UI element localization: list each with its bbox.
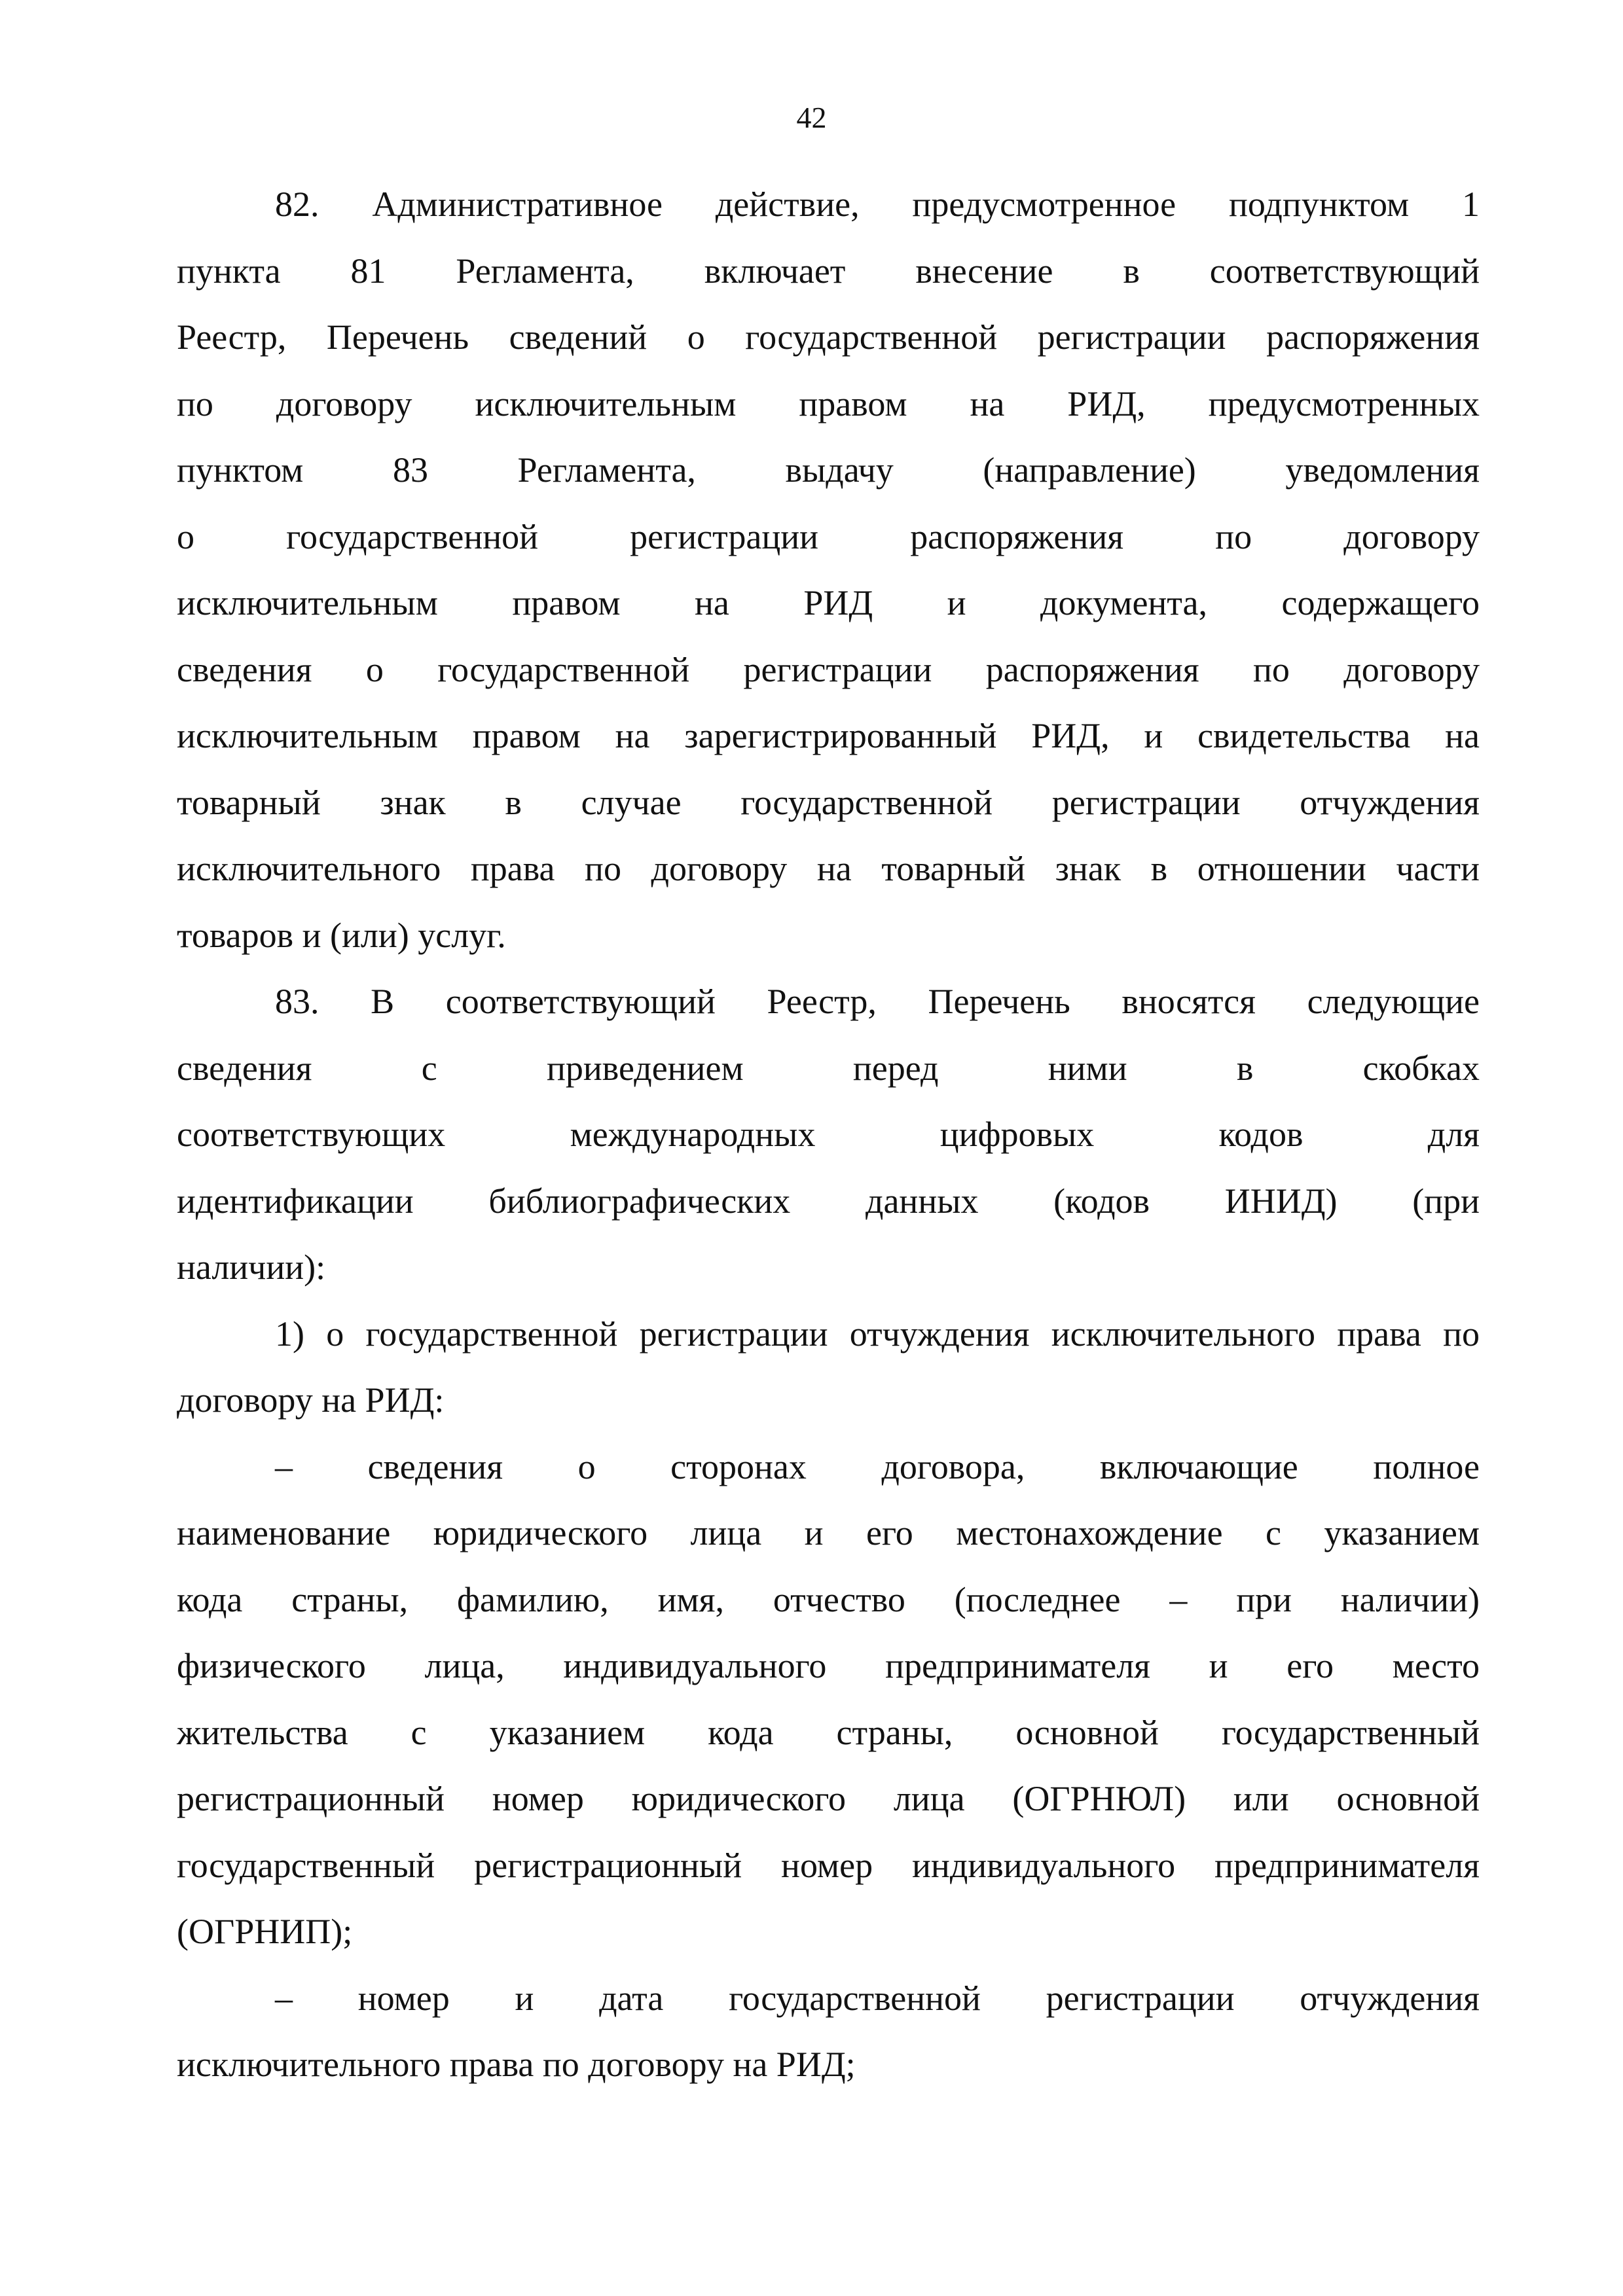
paragraph-82 — [177, 171, 1480, 969]
text-line: исключительным правом на РИД и документа, содержащего — [177, 583, 1480, 622]
text-line: наличии): — [177, 1247, 326, 1287]
paragraph-83-item-1 — [177, 1301, 1480, 1434]
text-line: исключительного права по договору на РИД; — [177, 2045, 856, 2084]
paragraph-83-item-1-dash-1 — [177, 1434, 1480, 1965]
text-line: пунктом 83 Регламента, выдачу (направление) уведомления — [177, 450, 1480, 490]
text-line: товарный знак в случае государственной регистрации отчуждения — [177, 782, 1480, 822]
text-line: Реестр, Перечень сведений о государственной регистрации распоряжения — [177, 317, 1480, 357]
document-body — [177, 171, 1480, 2098]
text-line: идентификации библиографических данных (кодов ИНИД) (при — [177, 1181, 1480, 1221]
text-line: пункта 81 Регламента, включает внесение в соответствующий — [177, 251, 1480, 291]
text-line: договору на РИД: — [177, 1380, 445, 1420]
text-line: исключительным правом на зарегистрированный РИД, и свидетельства на — [177, 716, 1480, 755]
text-line: физического лица, индивидуального предпринимателя и его место — [177, 1646, 1480, 1685]
text-line: (ОГРНИП); — [177, 1912, 353, 1951]
text-line: сведения о государственной регистрации распоряжения по договору — [177, 649, 1480, 689]
text-line: исключительного права по договору на товарный знак в отношении части — [177, 849, 1480, 888]
text-line: сведения с приведением перед ними в скобках — [177, 1048, 1480, 1088]
paragraph-83 — [177, 969, 1480, 1301]
text-line: государственный регистрационный номер индивидуального предпринимателя — [177, 1845, 1480, 1885]
text-line: кода страны, фамилию, имя, отчество (последнее – при наличии) — [177, 1579, 1480, 1619]
text-line: регистрационный номер юридического лица (ОГРНЮЛ) или основной — [177, 1779, 1480, 1818]
text-line: по договору исключительным правом на РИД, предусмотренных — [177, 384, 1480, 423]
text-line: жительства с указанием кода страны, основной государственный — [177, 1712, 1480, 1752]
text-line: 83. В соответствующий Реестр, Перечень вносятся следующие — [275, 982, 1480, 1021]
text-line: 82. Административное действие, предусмотренное подпунктом 1 — [275, 185, 1480, 224]
text-line: – номер и дата государственной регистрации отчуждения — [275, 1978, 1480, 2018]
text-line: о государственной регистрации распоряжения по договору — [177, 516, 1480, 556]
text-line: товаров и (или) услуг. — [177, 915, 506, 955]
text-line: наименование юридического лица и его местонахождение с указанием — [177, 1513, 1480, 1552]
text-line: 1) о государственной регистрации отчуждения исключительного права по — [275, 1314, 1480, 1354]
paragraph-83-item-1-dash-2 — [177, 1965, 1480, 2098]
text-line: – сведения о сторонах договора, включающие полное — [275, 1446, 1480, 1486]
page-number: 42 — [796, 101, 827, 134]
text-line: соответствующих международных цифровых кодов для — [177, 1115, 1480, 1154]
